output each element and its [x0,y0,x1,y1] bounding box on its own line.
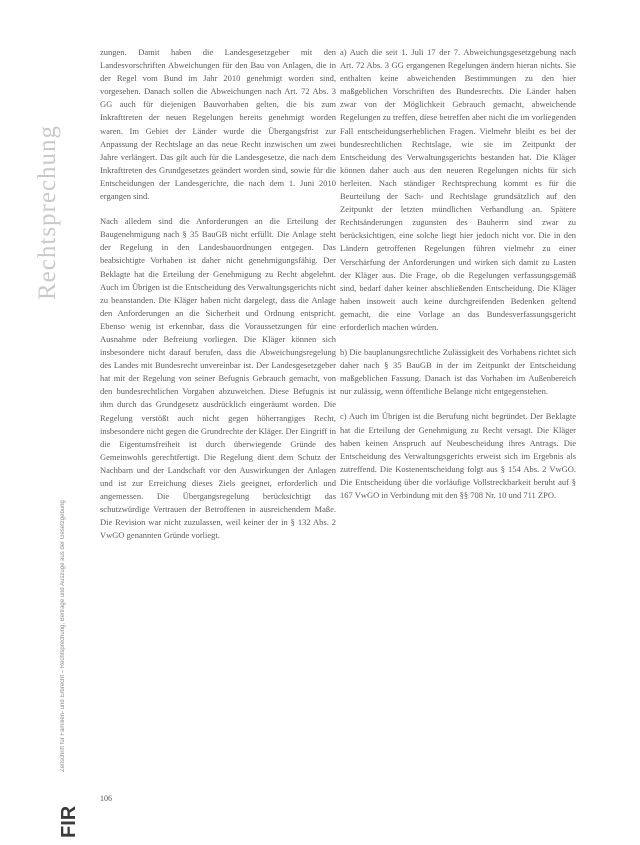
paragraph: c) Auch im Übrigen ist die Berufung nicht begründet. Der Beklagte hat die Erteilung der Genehmigung zu Recht versagt. Die Kläger haben keinen Anspruch auf Neubescheidung ihres Antrags. Die Entscheidung des Verwaltungsgerichts erweist sich im Ergebnis als zutreffend. Die Kostenentscheidung folgt aus § 154 Abs. 2 VwGO. Die Entscheidung über die vorläufige Vollstreckbarkeit beruht auf § 167 VwGO in Verbindung mit den §§ 708 Nr. 10 und 711 ZPO. [340,411,576,500]
paragraph: zungen. Damit haben die Landesgesetzgeber mit den Landesvorschriften Abweichungen für den Bau von Anlagen, die in der Regel vom Bund im Jahr 2010 genehmigt worden sind, vorgesehen. Danach sollen die Abweichungen nach Art. 72 Abs. 3 GG auch für diejenigen Bauvorhaben gelten, die bis zum Inkrafttreten der neuen Regelungen bereits genehmigt worden waren. Im Gebiet der Länder wurde die Übergangsfrist zur Anpassung der Rechtslage an das neue Recht inzwischen um zwei Jahre verlängert. Das gilt auch für die Landesgesetze, die nach dem Inkrafttreten des Grundgesetzes geändert worden sind, sowie für die Entscheidungen der Landesgerichte, die nach dem 1. Juni 2010 ergangen sind. [100,47,336,202]
paragraph: a) Auch die seit 1. Juli 17 der 7. Abweichungsgesetzgebung nach Art. 72 Abs. 3 GG ergangenen Regelungen ändern hieran nichts. Sie enthalten keine abweichenden Bestimmungen zu den hier maßgeblichen Vorschriften des Bundesrechts. Die Länder haben zwar von der Möglichkeit Gebrauch gemacht, abweichende Regelungen zu treffen, diese betreffen aber nicht die im vorliegenden Fall entscheidungserheblichen Fragen. Vielmehr bleibt es bei der bundesrechtlichen Rechtslage, wie sie im Zeitpunkt der Entscheidung des Verwaltungsgerichts bestanden hat. Die Kläger können daher auch aus den neueren Regelungen nichts für sich herleiten. Nach ständiger Rechtsprechung kommt es für die Beurteilung der Sach- und Rechtslage grundsätzlich auf den Zeitpunkt der letzten mündlichen Verhandlung an. Spätere Rechtsänderungen zugunsten des Bauherrn sind zwar zu berücksichtigen, eine solche liegt hier jedoch nicht vor. Die in den Ländern getroffenen Regelungen führen vielmehr zu einer Verschärfung der Anforderungen und wirken sich damit zu Lasten der Kläger aus. Die Frage, ob die Regelungen verfassungsgemäß sind, bedarf daher keiner abschließenden Entscheidung. Die Kläger haben insoweit auch keine durchgreifenden Bedenken geltend gemacht, die eine Vorlage an das Bundesverfassungsgericht erforderlich machen würden. [340,47,576,332]
journal-logo: FIR [58,805,80,838]
paragraph: b) Die bauplanungsrechtliche Zulässigkeit des Vorhabens richtet sich daher nach § 35 BauGB in der im Zeitpunkt der Entscheidung maßgeblichen Fassung. Danach ist das Vorhaben im Außenbereich nur zulässig, wenn öffentliche Belange nicht entgegenstehen. [340,347,576,397]
section-title-vertical: Rechtsprechung [34,124,61,300]
copyright-notice: Zeitschrift für Familien- und Erbrecht – Rechtsprechung, Beiträge und Auszüge aus der Gesetzgebung [60,500,66,772]
paragraph: Nach alledem sind die Anforderungen an die Erteilung der Baugenehmigung nach § 35 BauGB nicht erfüllt. Die Anlage steht der Regelung in den Landesbauordnungen entgegen. Das beabsichtigte Vorhaben ist daher nicht genehmigungsfähig. Der Beklagte hat die Erteilung der Genehmigung zu Recht abgelehnt. Auch im Übrigen ist die Entscheidung des Verwaltungsgerichts nicht zu beanstanden. Die Kläger haben nicht dargelegt, dass die Anlage den Anforderungen an die Sicherheit und Ordnung entspricht. Ebenso wenig ist erkennbar, dass die Voraussetzungen für eine Ausnahme oder Befreiung vorliegen. Die Kläger können sich insbesondere nicht darauf berufen, dass die Abweichungsregelung des Landes mit Bundesrecht unvereinbar ist. Der Landesgesetzgeber hat mit der Regelung von seiner Befugnis Gebrauch gemacht, von den bundesrechtlichen Vorgaben abzuweichen. Diese Befugnis ist ihm durch das Grundgesetz ausdrücklich eingeräumt worden. Die Regelung verstößt auch nicht gegen höherrangiges Recht, insbesondere nicht gegen die Grundrechte der Kläger. Der Eingriff in die Eigentumsfreiheit ist durch überwiegende Gründe des Gemeinwohls gerechtfertigt. Die Regelung dient dem Schutz der Nachbarn und der Landschaft vor den Auswirkungen der Anlagen und ist zur Erreichung dieses Ziels geeignet, erforderlich und angemessen. Die Übergangsregelung berücksichtigt das schutzwürdige Vertrauen der Betroffenen in ausreichendem Maße. Die Revision war nicht zuzulassen, weil keiner der in § 132 Abs. 2 VwGO genannten Gründe vorliegt. [100,216,336,541]
page-number: 106 [100,794,112,803]
right-text-column [340,46,576,768]
left-text-column [100,46,336,766]
